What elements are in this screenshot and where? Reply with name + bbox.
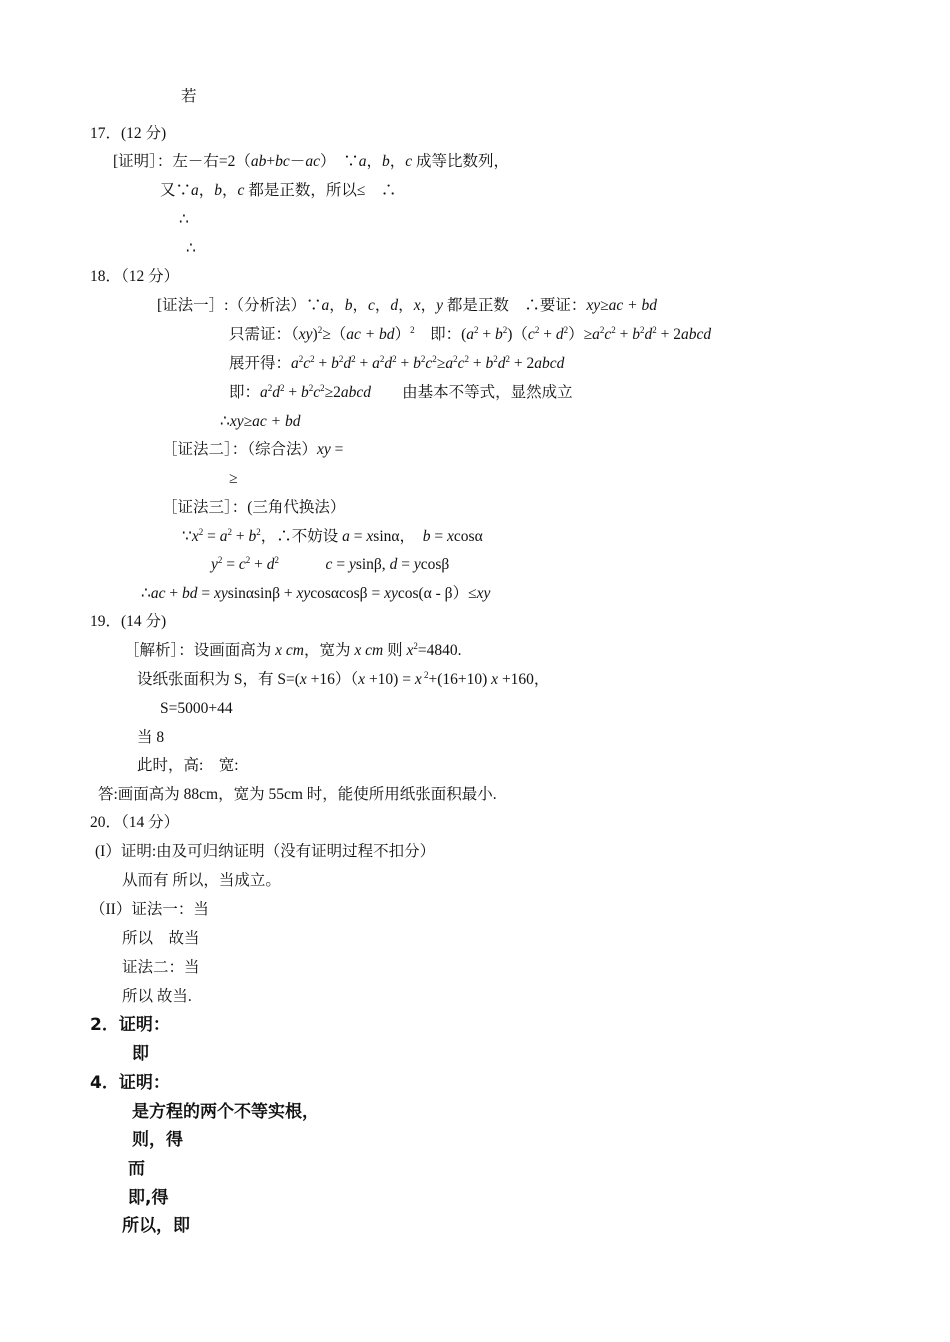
proof-line: ≥ xyxy=(229,470,238,487)
problem-heading: 17．(12 分) xyxy=(90,125,167,142)
proof-line: 是方程的两个不等实根， xyxy=(132,1102,319,1122)
proof-line: ∴xy≥ac + bd xyxy=(220,413,301,430)
proof-line: [证法一］:（分析法）∵a，b，c，d，x，y 都是正数 ∴要证：xy≥ac + bd xyxy=(157,297,657,314)
proof-line: 只需证：（xy)$^2$≥（ac + bd）$^2$ 即：$(a^2 + b^2)(c^2 + d^2)\ge a^2c^2 + b^2d^2$ + 2abcd xyxy=(229,325,712,343)
proof-line: ∴ xyxy=(186,240,196,257)
proof-line: 从而有 所以，当成立。 xyxy=(122,872,281,889)
proof-line: (I）证明:由及可归纳证明（没有证明过程不扣分） xyxy=(95,843,436,860)
problem-heading: 18．（12 分） xyxy=(90,268,180,285)
solution-line: S=5000+44 xyxy=(160,700,233,717)
proof-line: 而 xyxy=(128,1159,145,1179)
proof-line: 所以，即 xyxy=(122,1216,190,1236)
proof-line: 展开得：$a^2c^2 + b^2d^2 + a^2d^2 + b^2c^2\ge a^2c^2 + b^2d^2$ + 2abcd xyxy=(229,354,565,372)
proof-line: 即 xyxy=(132,1044,149,1064)
problem-heading: 2．证明： xyxy=(90,1015,170,1035)
proof-line: 即,得 xyxy=(128,1188,169,1208)
solution-line: 设纸张面积为 S，有 S=(x +16）（x +10) = x $^2$+(16+10) x +160， xyxy=(137,670,550,688)
proof-line: ∴ac + bd = xysinαsinβ + xycosαcosβ = xycos(α - β）≤xy xyxy=(141,585,491,602)
proof-line: ［证法三］：(三角代换法） xyxy=(162,499,346,516)
proof-line: 则，得 xyxy=(132,1130,183,1150)
proof-line: 所以 故当. xyxy=(122,988,192,1005)
solution-line: 此时，高: 宽: xyxy=(137,757,239,774)
proof-line: 又∵a，b，c 都是正数，所以≤ ∴ xyxy=(160,182,397,199)
proof-line: 即：$a^2d^2$ + $b^2c^2\ge 2abcd$ 由基本不等式，显然成立 xyxy=(229,383,573,401)
problem-heading: 4．证明： xyxy=(90,1073,170,1093)
solution-line: ［解析］：设画面高为 x cm，宽为 x cm 则 $x^2=4840$. xyxy=(124,641,462,659)
proof-line: $\because x^2 = a^2 + b^2$，∴不妨设 a = xsinα， b = xcosα xyxy=(182,527,483,545)
proof-line: $y^2 = c^2 + d^2$ c = ysinβ, d = ycosβ xyxy=(211,555,450,573)
text-line: 若 xyxy=(181,88,197,105)
proof-line: （II）证法一：当 xyxy=(90,901,209,918)
proof-line: ∴ xyxy=(179,211,189,228)
proof-line: 证法二：当 xyxy=(122,959,200,976)
proof-line: 所以 故当 xyxy=(122,930,200,947)
proof-line: ［证法二］：（综合法）xy = xyxy=(162,441,344,458)
solution-line: 当 8 xyxy=(137,729,165,746)
answer-line: 答:画面高为 88cm，宽为 55cm 时，能使所用纸张面积最小. xyxy=(98,786,497,803)
problem-heading: 19．(14 分) xyxy=(90,613,167,630)
proof-line: [证明］：左－右=2（ab+bc－ac） ∵a，b，c 成等比数列， xyxy=(113,153,510,170)
problem-heading: 20．（14 分） xyxy=(90,814,180,831)
